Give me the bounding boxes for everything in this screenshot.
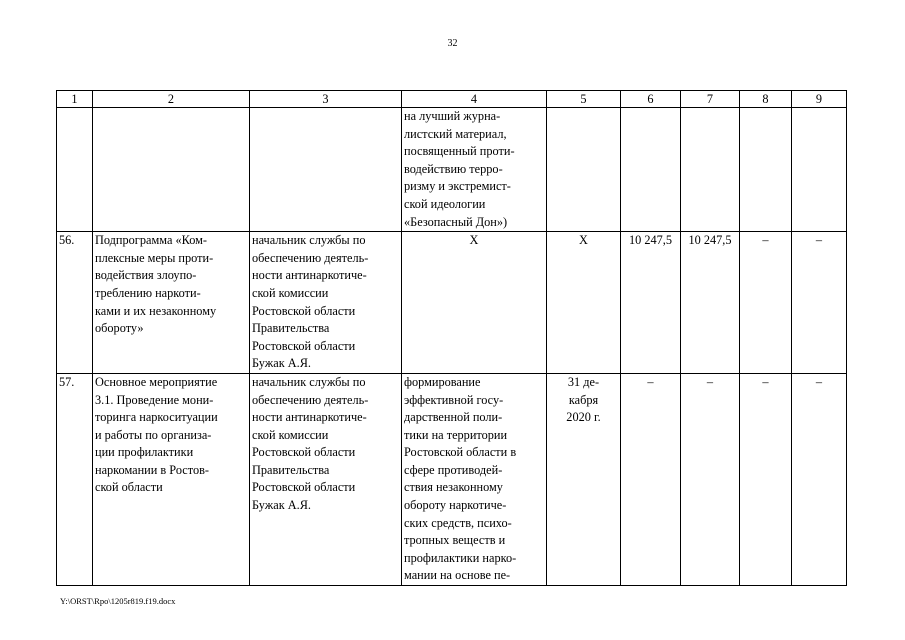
cell-line: на лучший журна-: [404, 109, 501, 123]
table-row: [57, 108, 847, 232]
deadline-cell: [547, 108, 621, 232]
cell-line: Ростовской области: [252, 338, 356, 353]
cell-line: торинга наркоситуации: [95, 410, 218, 425]
cell-line: Правительства: [252, 462, 330, 477]
cell-line: ской комиссии: [252, 285, 329, 300]
cell-line: обеспечению деятель-: [252, 250, 369, 265]
measures-table: [56, 90, 847, 586]
cell-line: ствия незаконному: [404, 480, 503, 495]
cell-line: ской области: [95, 480, 163, 495]
cell-line: 31 де-: [567, 374, 600, 389]
result-cell: [402, 232, 547, 374]
cell-line: тики на территории: [404, 427, 508, 442]
measure-name-cell: [93, 373, 250, 585]
deadline-cell: [547, 373, 621, 585]
cell-line: треблению наркоти-: [95, 285, 201, 300]
row-number-cell: 56.: [57, 232, 93, 374]
result-cell: [402, 108, 547, 232]
cell-line: Ростовской области: [252, 480, 356, 495]
cell-line: Основное мероприятие: [95, 374, 218, 389]
page-number: 32: [447, 38, 458, 49]
cell-line: тропных веществ и: [404, 533, 506, 548]
value-cell-9: [792, 108, 847, 232]
value-cell-6: 10 247,5: [621, 232, 681, 374]
cell-line: ской комиссии: [252, 427, 329, 442]
cell-line: Подпрограмма «Ком-: [95, 233, 207, 248]
cell-line: Ростовской области: [252, 445, 356, 460]
header-cell-2: 2: [93, 91, 250, 108]
cell-line: «Безопасный Дон»): [404, 214, 508, 229]
header-cell-1: 1: [57, 91, 93, 108]
header-cell-5: 5: [547, 91, 621, 108]
cell-line: ками и их незаконному: [95, 303, 217, 318]
table-row: [57, 232, 847, 374]
value-cell-8: [740, 108, 792, 232]
cell-line: формирование: [404, 374, 481, 389]
cell-line: ских средств, психо-: [404, 515, 512, 530]
header-cell-7: 7: [681, 91, 740, 108]
cell-line: плексные меры проти-: [95, 250, 214, 265]
cell-line: Правительства: [252, 321, 330, 336]
cell-line: мании на основе пе-: [404, 568, 511, 583]
cell-line: обороту наркотиче-: [404, 498, 507, 513]
header-cell-3: 3: [250, 91, 402, 108]
row-number-cell: 57.: [57, 373, 93, 585]
responsible-cell: [250, 232, 402, 374]
header-cell-4: 4: [402, 91, 547, 108]
cell-line: сфере противодей-: [404, 462, 503, 477]
value-cell-7: –: [681, 373, 740, 585]
value-cell-7: [681, 108, 740, 232]
cell-line: кабря: [568, 392, 599, 407]
header-cell-6: 6: [621, 91, 681, 108]
cell-line: Бужак А.Я.: [252, 498, 311, 513]
value-cell-9: –: [792, 373, 847, 585]
cell-line: дарственной поли-: [404, 410, 503, 425]
value-cell-8: –: [740, 373, 792, 585]
value-cell-6: –: [621, 373, 681, 585]
cell-line: водействия злоупо-: [95, 268, 197, 283]
cell-line: обеспечению деятель-: [252, 392, 369, 407]
value-cell-6: [621, 108, 681, 232]
cell-line: посвященный проти-: [404, 144, 515, 159]
deadline-cell: [547, 232, 621, 374]
cell-line: Бужак А.Я.: [252, 356, 311, 371]
responsible-cell: [250, 373, 402, 585]
cell-line: эффективной госу-: [404, 392, 504, 407]
cell-line: 2020 г.: [566, 410, 601, 425]
value-cell-7: 10 247,5: [681, 232, 740, 374]
cell-line: профилактики нарко-: [404, 550, 517, 565]
cell-line: наркомании в Ростов-: [95, 462, 210, 477]
cell-line: 3.1. Проведение мони-: [95, 392, 214, 407]
cell-line: и работы по организа-: [95, 427, 212, 442]
value-cell-9: –: [792, 232, 847, 374]
value-cell-8: –: [740, 232, 792, 374]
cell-line: водействию терро-: [404, 161, 503, 176]
measure-name-cell: [93, 108, 250, 232]
header-cell-8: 8: [740, 91, 792, 108]
row-number-cell: [57, 108, 93, 232]
cell-line: ности антинаркотиче-: [252, 268, 367, 283]
cell-line: обороту»: [95, 321, 144, 336]
cell-line: листский материал,: [404, 126, 507, 141]
cell-line: ности антинаркотиче-: [252, 410, 367, 425]
measure-name-cell: [93, 232, 250, 374]
cell-line: ции профилактики: [95, 445, 194, 460]
cell-line: ризму и экстремист-: [404, 179, 511, 194]
header-cell-9: 9: [792, 91, 847, 108]
cell-line: начальник службы по: [252, 374, 366, 389]
table-row: [57, 373, 847, 585]
cell-line: Х: [469, 233, 479, 248]
responsible-cell: [250, 108, 402, 232]
header-row: [57, 91, 847, 108]
cell-line: Х: [579, 233, 588, 248]
file-path-footer: Y:\ORST\Rpo\1205r819.f19.docx: [60, 596, 176, 606]
result-cell: [402, 373, 547, 585]
cell-line: начальник службы по: [252, 233, 366, 248]
cell-line: ской идеологии: [404, 196, 486, 211]
cell-line: Ростовской области: [252, 303, 356, 318]
cell-line: Ростовской области в: [404, 445, 517, 460]
